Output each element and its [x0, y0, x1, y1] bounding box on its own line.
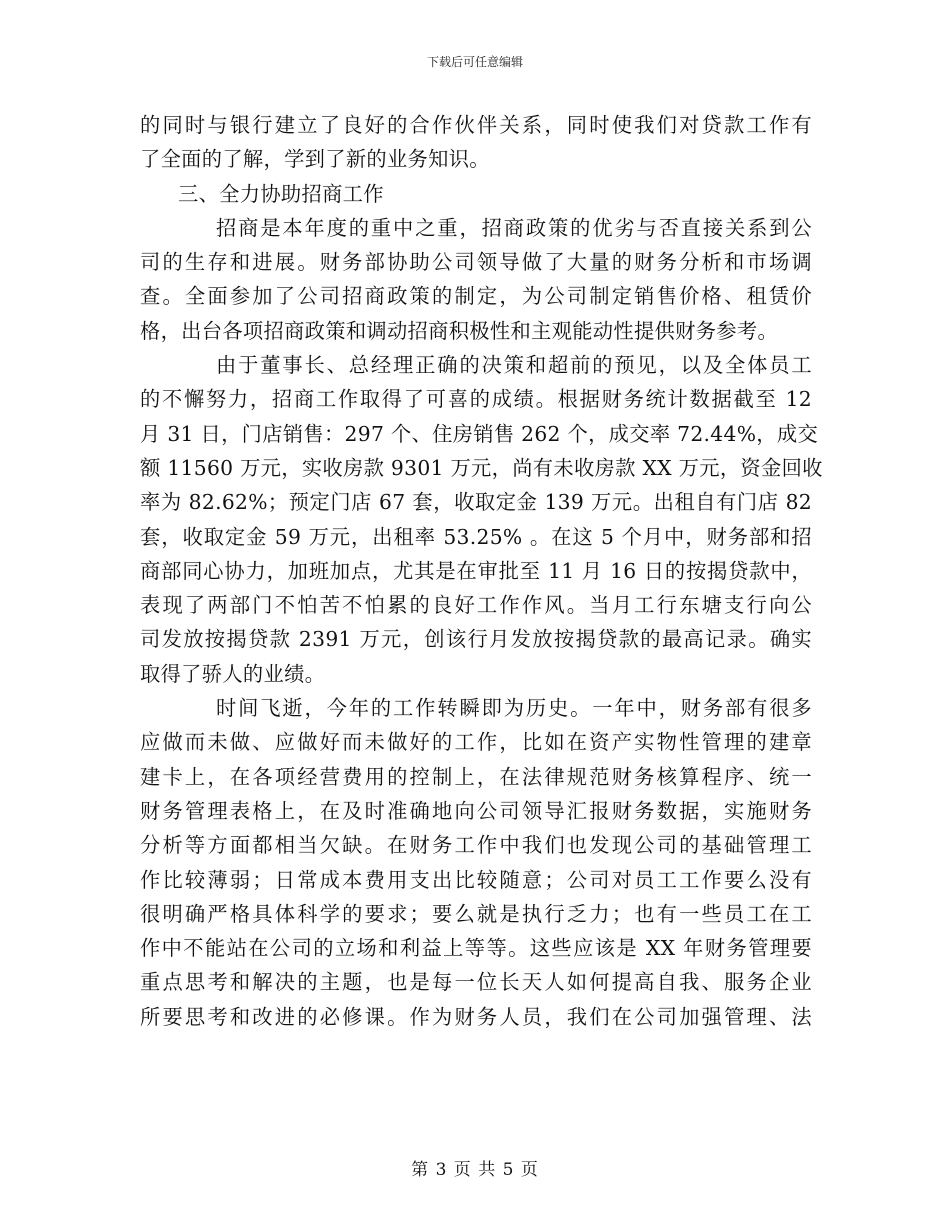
- text-line: 额 11560 万元，实收房款 9301 万元，尚有未收房款 XX 万元，资金回收: [140, 455, 823, 480]
- text-line: 取得了骄人的业绩。: [140, 661, 326, 686]
- document-body: [140, 108, 823, 1034]
- text-line: 月 31 日，门店销售：297 个、住房销售 262 个，成交率 72.44%，成交: [140, 421, 819, 446]
- text-line: 建卡上，在各项经营费用的控制上，在法律规范财务核算程序、统一: [140, 764, 812, 789]
- text-line: 的同时与银行建立了良好的合作伙伴关系，同时使我们对贷款工作有: [140, 113, 812, 137]
- text-line: 时间飞逝，今年的工作转瞬即为历史。一年中，财务部有很多: [216, 696, 812, 721]
- text-line: 查。全面参加了公司招商政策的制定，为公司制定销售价格、租赁价: [140, 284, 812, 309]
- text-line: 的不懈努力，招商工作取得了可喜的成绩。根据财务统计数据截至 12: [140, 387, 812, 412]
- page-footer: 第 3 页 共 5 页: [411, 1160, 539, 1180]
- text-line: 格，出台各项招商政策和调动招商积极性和主观能动性提供财务参考。: [140, 318, 779, 343]
- text-line: 套，收取定金 59 万元，出租率 53.25% 。在这 5 个月中，财务部和招: [140, 524, 812, 549]
- text-line: 作比较薄弱；日常成本费用支出比较随意；公司对员工工作要么没有: [140, 867, 812, 892]
- text-line: 表现了两部门不怕苦不怕累的良好工作作风。当月工行东塘支行向公: [140, 593, 812, 618]
- text-line: 重点思考和解决的主题，也是每一位长天人如何提高自我、服务企业: [140, 970, 812, 995]
- page-header: 下载后可任意编辑: [426, 55, 523, 69]
- text-line: 作中不能站在公司的立场和利益上等等。这些应该是 XX 年财务管理要: [140, 936, 812, 961]
- text-line: 分析等方面都相当欠缺。在财务工作中我们也发现公司的基础管理工: [140, 833, 812, 858]
- text-line: 很明确严格具体科学的要求；要么就是执行乏力；也有一些员工在工: [140, 901, 812, 926]
- text-line: 财务管理表格上，在及时准确地向公司领导汇报财务数据，实施财务: [140, 798, 812, 823]
- text-line: 应做而未做、应做好而未做好的工作，比如在资产实物性管理的建章: [140, 730, 812, 755]
- text-line: 由于董事长、总经理正确的决策和超前的预见，以及全体员工: [216, 353, 812, 378]
- text-line: 司发放按揭贷款 2391 万元，创该行月发放按揭贷款的最高记录。确实: [140, 627, 812, 652]
- text-line: 三、全力协助招商工作: [178, 181, 384, 206]
- text-line: 率为 82.62%；预定门店 67 套，收取定金 139 万元。出租自有门店 82: [140, 490, 812, 515]
- text-line: 招商是本年度的重中之重，招商政策的优劣与否直接关系到公: [216, 215, 812, 240]
- text-line: 司的生存和进展。财务部协助公司领导做了大量的财务分析和市场调: [140, 250, 812, 275]
- text-line: 所要思考和改进的必修课。作为财务人员，我们在公司加强管理、法: [140, 1004, 812, 1029]
- text-line: 了全面的了解，学到了新的业务知识。: [140, 147, 490, 172]
- text-line: 商部同心协力，加班加点，尤其是在审批至 11 月 16 日的按揭贷款中，: [140, 558, 812, 583]
